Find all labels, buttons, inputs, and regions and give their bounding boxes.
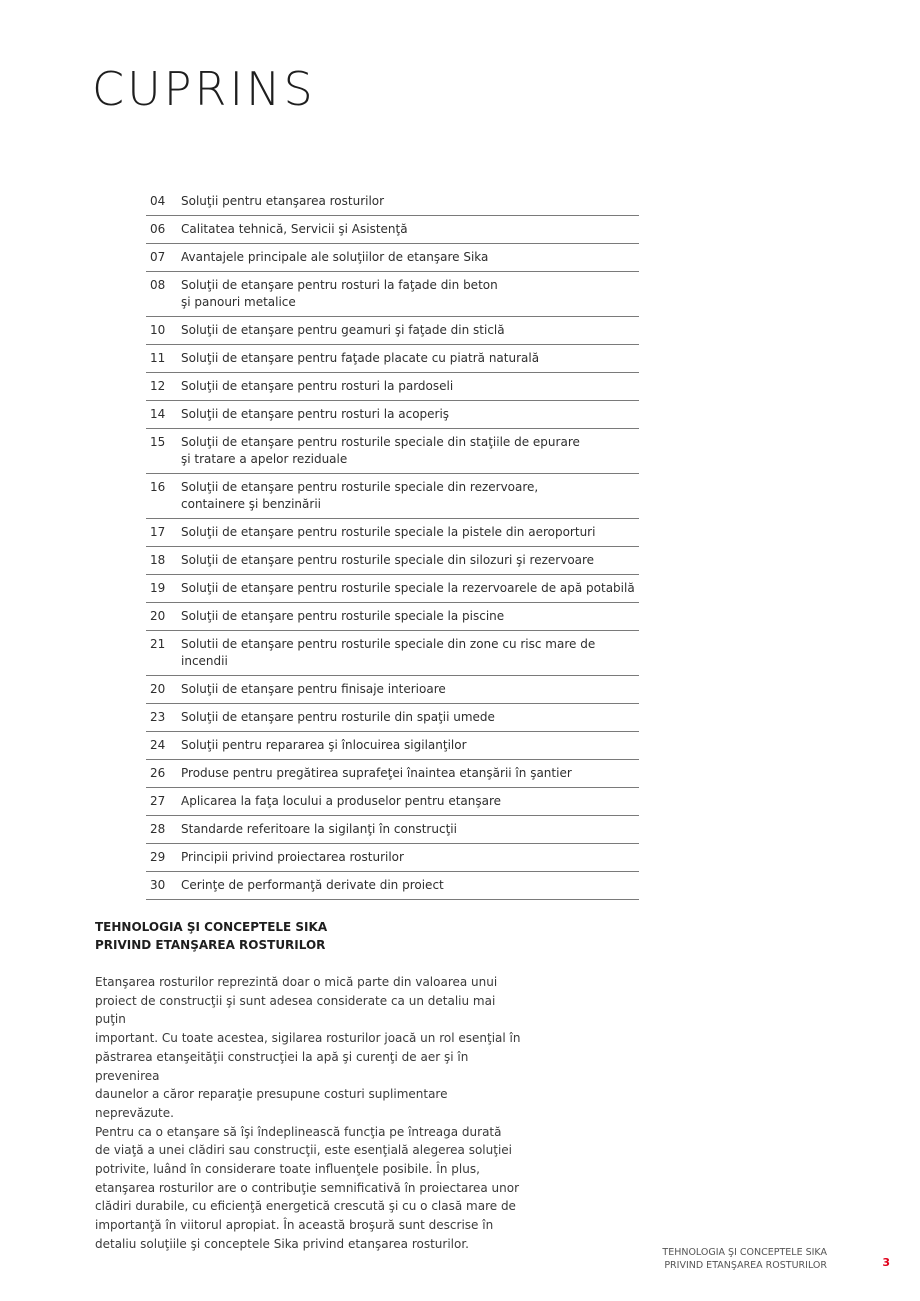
toc-item[interactable]	[146, 844, 639, 872]
toc-page-number: 27	[150, 794, 166, 808]
toc-item[interactable]	[146, 216, 639, 244]
section-body-text: Etanşarea rosturilor reprezintă doar o mică parte din valoarea unui proiect de construcţii şi sunt adesea considerate ca un detaliu mai puţin important. Cu toate acestea, sigilarea rosturilor joacă un rol esenţial în păstrarea etanşeităţii construcţiei la apă şi curenţi de aer şi în prevenirea daunelor a căror reparaţie presupune costuri suplimentare neprevăzute. Pentru ca o etanşare să îşi îndeplinească funcţia pe întreaga durată de viaţă a unei clădiri sau construcţii, este esenţială alegerea soluţiei potrivite, luând în considerare toate influenţele posibile. În plus, etanşarea rosturilor are o contribuţie semnificativă în proiectarea unor clădiri durabile, cu eficienţă energetică crescută şi cu o clasă mare de importanţă în viitorul apropiat. În această broşură sunt descrise în detaliu soluţiile şi conceptele Sika privind etanşarea rosturilor.	[95, 975, 521, 1251]
toc-item-title: Soluţii de etanşare pentru rosturile speciale la rezervoarele de apă potabilă	[181, 581, 635, 595]
toc-item-title: Soluţii de etanşare pentru rosturi la acoperiş	[181, 407, 450, 421]
toc-item-title: Soluţii de etanşare pentru faţade placate cu piatră naturală	[181, 351, 540, 365]
toc-page-number: 19	[150, 581, 166, 595]
toc-page-number: 30	[150, 878, 166, 892]
toc-item[interactable]	[146, 547, 639, 575]
toc-page-number: 28	[150, 822, 166, 836]
toc-item-title: Soluţii de etanşare pentru geamuri şi faţade din sticlă	[181, 323, 505, 337]
toc-item[interactable]	[146, 188, 639, 216]
toc-page-number: 26	[150, 766, 166, 780]
toc-page-number: 21	[150, 637, 166, 651]
toc-page-number: 18	[150, 553, 166, 567]
toc-page-number: 23	[150, 710, 166, 724]
toc-item[interactable]	[146, 732, 639, 760]
toc-item[interactable]	[146, 704, 639, 732]
toc-page-number: 06	[150, 222, 166, 236]
toc-page-number: 24	[150, 738, 166, 752]
toc-item[interactable]	[146, 519, 639, 547]
toc-page-number: 17	[150, 525, 166, 539]
toc-item-title: Principii privind proiectarea rosturilor	[181, 850, 404, 864]
toc-item[interactable]	[146, 401, 639, 429]
toc-item-title: Soluţii de etanşare pentru rosturile speciale la piscine	[181, 609, 505, 623]
toc-item[interactable]	[146, 816, 639, 844]
toc-item[interactable]	[146, 272, 639, 317]
toc-item-title: Soluţii de etanşare pentru rosturile speciale din silozuri şi rezervoare	[181, 553, 595, 567]
toc-item[interactable]	[146, 429, 639, 474]
toc-page-number: 16	[150, 480, 166, 494]
toc-item[interactable]	[146, 244, 639, 272]
toc-item[interactable]	[146, 373, 639, 401]
toc-page-number: 07	[150, 250, 166, 264]
toc-item-title: Standarde referitoare la sigilanţi în construcţii	[181, 822, 457, 836]
toc-item-title: Soluţii pentru etanşarea rosturilor	[181, 194, 385, 208]
toc-page-number: 10	[150, 323, 166, 337]
section-heading: TEHNOLOGIA ŞI CONCEPTELE SIKA PRIVIND ETANŞAREA ROSTURILOR	[95, 920, 328, 952]
table-of-contents	[146, 188, 639, 900]
toc-page-number: 20	[150, 609, 166, 623]
toc-item[interactable]	[146, 760, 639, 788]
toc-page-number: 29	[150, 850, 166, 864]
toc-item-title: Cerinţe de performanţă derivate din proiect	[181, 878, 444, 892]
toc-item[interactable]	[146, 345, 639, 373]
toc-page-number: 20	[150, 682, 166, 696]
toc-item-title: Soluţii de etanşare pentru rosturile din spaţii umede	[181, 710, 495, 724]
toc-item[interactable]	[146, 788, 639, 816]
toc-item-title: Soluţii de etanşare pentru rosturi la faţade din beton şi panouri metalice	[181, 278, 498, 309]
toc-item-title: Produse pentru pregătirea suprafeţei înaintea etanşării în şantier	[181, 766, 572, 780]
toc-item-title: Soluţii de etanşare pentru finisaje interioare	[181, 682, 446, 696]
toc-item[interactable]	[146, 676, 639, 704]
toc-page-number: 12	[150, 379, 166, 393]
toc-item-title: Avantajele principale ale soluţiilor de etanşare Sika	[181, 250, 489, 264]
page-title: CUPRINS	[92, 62, 316, 116]
toc-item-title: Soluţii de etanşare pentru rosturile speciale la pistele din aeroporturi	[181, 525, 596, 539]
toc-item-title: Soluţii de etanşare pentru rosturile speciale din rezervoare, containere şi benzinării	[181, 480, 539, 511]
toc-page-number: 15	[150, 435, 166, 449]
toc-item-title: Soluţii pentru repararea şi înlocuirea sigilanţilor	[181, 738, 467, 752]
toc-item-title: Soluţii de etanşare pentru rosturile speciale din staţiile de epurare şi tratare a apelor reziduale	[181, 435, 580, 466]
toc-item[interactable]	[146, 317, 639, 345]
toc-item-title: Soluţii de etanşare pentru rosturi la pardoseli	[181, 379, 454, 393]
footer-title: TEHNOLOGIA ŞI CONCEPTELE SIKA PRIVIND ETANŞAREA ROSTURILOR	[662, 1247, 827, 1271]
page-number: 3	[882, 1256, 890, 1269]
toc-page-number: 14	[150, 407, 166, 421]
toc-item-title: Aplicarea la faţa locului a produselor pentru etanşare	[181, 794, 502, 808]
toc-page-number: 11	[150, 351, 166, 365]
toc-item-title: Solutii de etanşare pentru rosturile speciale din zone cu risc mare de incendii	[181, 637, 596, 668]
toc-item[interactable]	[146, 575, 639, 603]
toc-item[interactable]	[146, 474, 639, 519]
toc-item[interactable]	[146, 631, 639, 676]
toc-item[interactable]	[146, 872, 639, 900]
toc-item-title: Calitatea tehnică, Servicii şi Asistenţă	[181, 222, 408, 236]
toc-item[interactable]	[146, 603, 639, 631]
toc-page-number: 08	[150, 278, 166, 292]
toc-page-number: 04	[150, 194, 166, 208]
